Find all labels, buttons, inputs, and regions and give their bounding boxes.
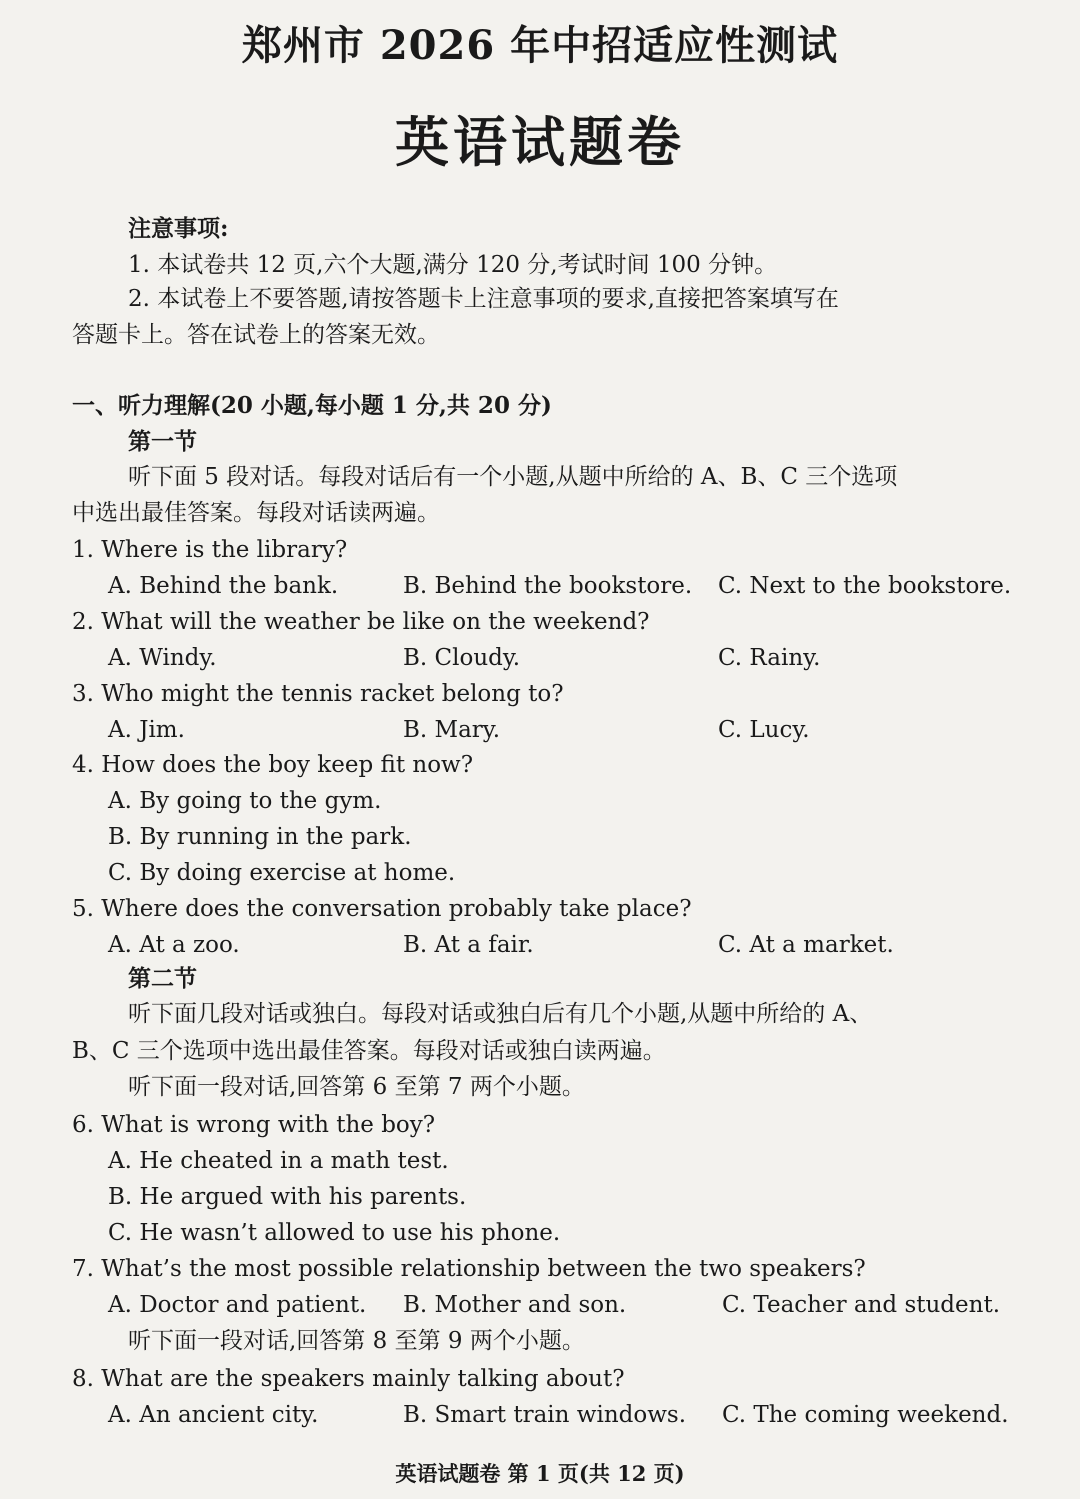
question-5-option-c: C. At a market. bbox=[718, 932, 894, 958]
page-footer: 英语试题卷 第 1 页(共 12 页) bbox=[395, 1461, 685, 1486]
question-1-option-a: A. Behind the bank. bbox=[108, 573, 339, 599]
question-2-stem: 2. What will the weather be like on the weekend? bbox=[72, 609, 650, 635]
question-2-option-c: C. Rainy. bbox=[718, 645, 821, 671]
question-1-option-c: C. Next to the bookstore. bbox=[718, 573, 1012, 599]
question-8-option-a: A. An ancient city. bbox=[108, 1402, 319, 1428]
question-6-option-c: C. He wasn’t allowed to use his phone. bbox=[108, 1220, 561, 1246]
question-4-option-c: C. By doing exercise at home. bbox=[108, 860, 456, 886]
question-5-option-b: B. At a fair. bbox=[403, 932, 534, 958]
question-4-option-b: B. By running in the park. bbox=[108, 824, 412, 850]
part-1-instructions-b: 中选出最佳答案。每段对话读两遍。 bbox=[72, 500, 440, 526]
intro-questions-8-9: 听下面一段对话,回答第 8 至第 9 两个小题。 bbox=[128, 1328, 585, 1354]
question-4-stem: 4. How does the boy keep fit now? bbox=[72, 752, 474, 778]
question-3-option-c: C. Lucy. bbox=[718, 717, 810, 743]
notes-line-1: 1. 本试卷共 12 页,六个大题,满分 120 分,考试时间 100 分钟。 bbox=[128, 252, 778, 278]
question-6-option-b: B. He argued with his parents. bbox=[108, 1184, 467, 1210]
question-3-stem: 3. Who might the tennis racket belong to? bbox=[72, 681, 564, 707]
exam-subtitle: 英语试题卷 bbox=[395, 110, 685, 174]
question-5-option-a: A. At a zoo. bbox=[108, 932, 240, 958]
notes-line-2a: 2. 本试卷上不要答题,请按答题卡上注意事项的要求,直接把答案填写在 bbox=[128, 286, 839, 312]
part-2-instructions-b: B、C 三个选项中选出最佳答案。每段对话或独白读两遍。 bbox=[72, 1038, 666, 1064]
question-8-option-c: C. The coming weekend. bbox=[722, 1402, 1009, 1428]
question-1-stem: 1. Where is the library? bbox=[72, 537, 348, 563]
section-1-heading: 一、听力理解(20 小题,每小题 1 分,共 20 分) bbox=[72, 392, 552, 419]
question-6-stem: 6. What is wrong with the boy? bbox=[72, 1112, 436, 1138]
question-8-stem: 8. What are the speakers mainly talking about? bbox=[72, 1366, 625, 1392]
question-2-option-b: B. Cloudy. bbox=[403, 645, 521, 671]
part-2-instructions-a: 听下面几段对话或独白。每段对话或独白后有几个小题,从题中所给的 A、 bbox=[128, 1001, 873, 1027]
part-1-instructions-a: 听下面 5 段对话。每段对话后有一个小题,从题中所给的 A、B、C 三个选项 bbox=[128, 464, 898, 490]
notes-line-2b: 答题卡上。答在试卷上的答案无效。 bbox=[72, 322, 440, 348]
part-2-heading: 第二节 bbox=[128, 965, 197, 992]
part-1-heading: 第一节 bbox=[128, 428, 197, 455]
exam-title: 郑州市 2026 年中招适应性测试 bbox=[241, 22, 839, 69]
question-2-option-a: A. Windy. bbox=[108, 645, 217, 671]
question-7-option-b: B. Mother and son. bbox=[403, 1292, 627, 1318]
question-3-option-b: B. Mary. bbox=[403, 717, 501, 743]
notes-heading: 注意事项: bbox=[128, 215, 229, 242]
question-4-option-a: A. By going to the gym. bbox=[108, 788, 382, 814]
question-7-option-c: C. Teacher and student. bbox=[722, 1292, 1001, 1318]
question-1-option-b: B. Behind the bookstore. bbox=[403, 573, 693, 599]
intro-questions-6-7: 听下面一段对话,回答第 6 至第 7 两个小题。 bbox=[128, 1074, 585, 1100]
question-5-stem: 5. Where does the conversation probably take place? bbox=[72, 896, 692, 922]
question-7-stem: 7. What’s the most possible relationship between the two speakers? bbox=[72, 1256, 866, 1282]
question-8-option-b: B. Smart train windows. bbox=[403, 1402, 687, 1428]
question-6-option-a: A. He cheated in a math test. bbox=[108, 1148, 449, 1174]
question-7-option-a: A. Doctor and patient. bbox=[108, 1292, 367, 1318]
question-3-option-a: A. Jim. bbox=[108, 717, 185, 743]
